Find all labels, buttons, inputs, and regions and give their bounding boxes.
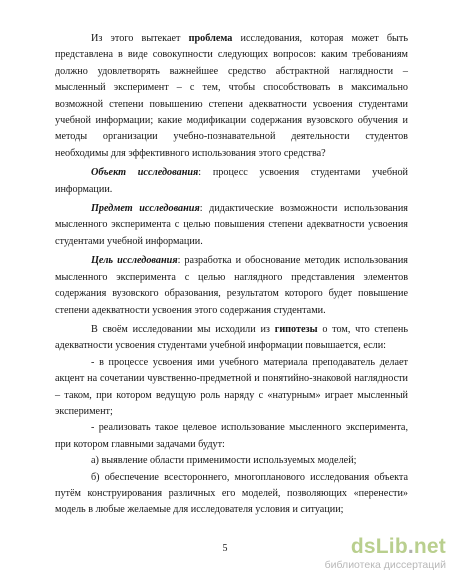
list-item-b: б) обеспечение всестороннего, многопланового исследования объекта путём конструирования различных его моделей, позволяющих «перенести» модель в любые желаемые для исследователя условия и ситуации; (55, 471, 408, 516)
list-item-usage: - реализовать такое целевое использование мысленного эксперимента, при котором главными задачами будут: (55, 422, 408, 450)
page-number: 5 (222, 543, 228, 554)
list-item-a: а) выявление области применимости используемых моделей; (91, 455, 357, 467)
term-problem: проблема (188, 33, 233, 44)
paragraph-hypothesis (55, 322, 408, 355)
watermark-logo-tld: net (413, 535, 446, 558)
watermark-logo-main: dsLib (350, 535, 408, 558)
paragraph-text: : разработка и обоснование методик использования мысленного эксперимента с целью наглядного представления элементов содержания вузовского образования, результатом которого будет повышение степени адекватности усвоения этого содержания студентами. (55, 255, 408, 316)
term-hypothesis: гипотезы (274, 323, 318, 335)
paragraph-text: исследования, которая может быть представлена в виде совокупности следующих вопросов: каким требованиям должно удовлетворять важнейшее средство абстрактной наглядности – мысленный эксперимент – с тем, чтобы способствовать в максимально возможной степени повышению степени адекватности усвоения студентами учебной информации; какие модификации содержания вузовского обучения и методы организации учебно-познавательной деятельности студентов необходимы для эффективного использования этого средства? (55, 33, 408, 159)
paragraph-text: : процесс усвоения студентами учебной информации. (55, 167, 408, 195)
list-item-accent: - в процессе усвоения ими учебного материала преподаватель делает акцент на сочетании чувственно-предметной и понятийно-знаковой наглядности – таком, при котором ведущую роль наряду с «натурным» играет мысленный эксперимент; (55, 356, 408, 417)
paragraph-subject (55, 201, 408, 250)
paragraph-object (55, 165, 408, 198)
paragraph-text: : дидактические возможности использования мысленного эксперимента с целью повышения степени адекватности усвоения студентами учебной информации. (55, 203, 408, 247)
paragraph-problem (55, 31, 408, 162)
paragraph-text: В своём исследовании мы исходили из (91, 323, 275, 335)
paragraph-goal (55, 253, 408, 319)
label-object: Объект исследования (91, 167, 199, 179)
label-subject: Предмет исследования (91, 203, 200, 215)
document-body (55, 31, 408, 519)
watermark-logo (324, 535, 446, 577)
watermark-logo-dot: . (407, 535, 414, 558)
label-goal: Цель исследования (91, 255, 178, 267)
watermark-subtitle: библиотека диссертаций (324, 559, 446, 571)
paragraph-text: Из этого вытекает (91, 33, 189, 44)
watermark-logo-text (351, 535, 446, 559)
paragraph-text: о том, что степень адекватности усвоения студентами учебной информации повышается, если: (55, 323, 408, 352)
